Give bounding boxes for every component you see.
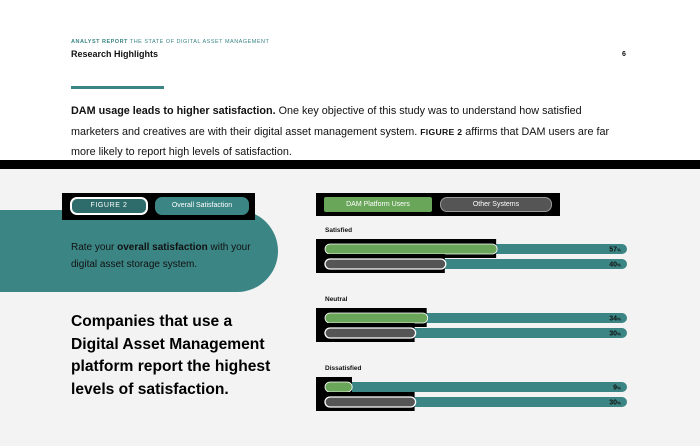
intro-lead: DAM usage leads to higher satisfaction. [71, 105, 276, 117]
intro-figure-ref: FIGURE 2 [420, 126, 463, 137]
value-unit-other-neutral: % [616, 331, 621, 337]
value-label-other-dissatisfied: 30 [609, 399, 617, 407]
value-label-dam-neutral: 34 [609, 315, 617, 323]
intro-text-2: affirms that DAM users are far more likely to report high levels of satisfaction. [71, 125, 610, 158]
value-label-other-neutral: 30 [609, 330, 617, 338]
value-unit-dam-neutral: % [616, 316, 621, 322]
legend-other: Other Systems [440, 197, 552, 212]
bar-dam-satisfied [325, 244, 497, 254]
bar-other-satisfied [325, 259, 446, 269]
legend-dam: DAM Platform Users [324, 197, 432, 212]
category-label-dissatisfied: Dissatisfied [325, 365, 362, 372]
page-number: 6 [622, 51, 626, 58]
bar-other-dissatisfied [325, 397, 416, 407]
figure-title-tab: Overall Satisfaction [155, 197, 249, 215]
value-label-dam-satisfied: 57 [609, 246, 617, 254]
value-unit-other-dissatisfied: % [616, 400, 621, 406]
bar-dam-neutral [325, 313, 428, 323]
value-unit-other-satisfied: % [616, 262, 621, 268]
page-title: Research Highlights [71, 49, 159, 59]
question-pre: Rate your [71, 242, 118, 253]
headline-callout: Companies that use a Digital Asset Management platform report the highest levels of satisfaction. [71, 313, 271, 398]
eyebrow-label: ANALYST REPORT [71, 39, 128, 45]
bar-track-dam-dissatisfied [325, 382, 627, 392]
question-post: with your digital asset storage system. [71, 242, 251, 270]
value-unit-dam-satisfied: % [616, 247, 621, 253]
bar-other-neutral [325, 328, 416, 338]
value-unit-dam-dissatisfied: % [616, 385, 621, 391]
value-label-other-satisfied: 40 [609, 261, 617, 269]
eyebrow-subtitle: THE STATE OF DIGITAL ASSET MANAGEMENT [127, 39, 270, 45]
figure-number-tab: FIGURE 2 [70, 197, 148, 215]
question-bold: overall satisfaction [117, 242, 208, 253]
category-label-satisfied: Satisfied [325, 227, 353, 234]
bar-dam-dissatisfied [325, 382, 352, 392]
value-label-dam-dissatisfied: 9 [613, 384, 617, 392]
intro-text-1: One key objective of this study was to understand how satisfied marketers and creatives are with their digital asset management system. [71, 105, 582, 138]
category-label-neutral: Neutral [325, 296, 348, 303]
